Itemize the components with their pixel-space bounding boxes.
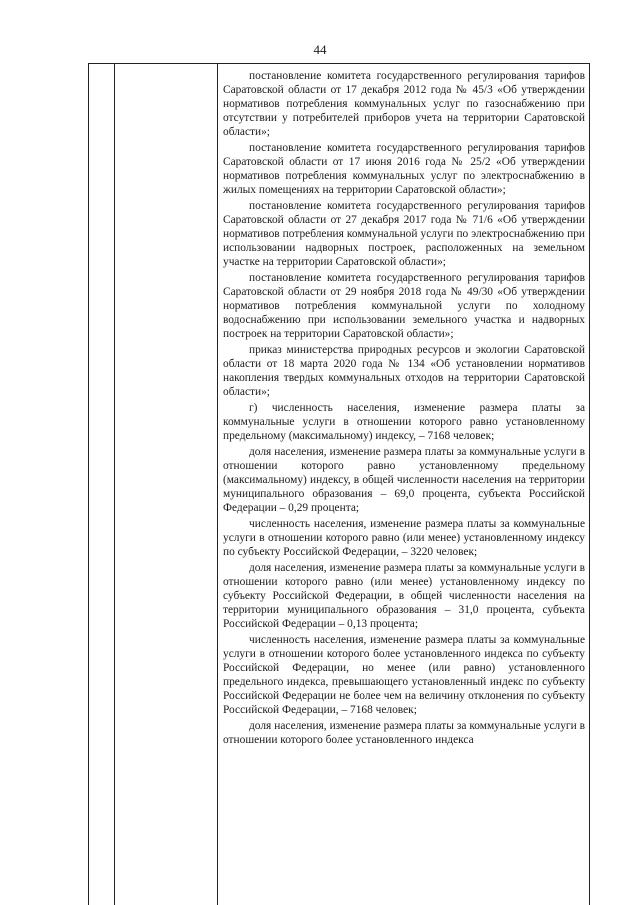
- column-divider-1: [114, 64, 115, 905]
- column-divider-2: [217, 64, 218, 905]
- paragraph-4: постановление комитета государственного регулирования тарифов Саратовской области от 29 ноября 2018 года № 49/30 «Об утверждении нормативов потребления коммунальной услуги по холодному водоснабжению при использовании земельного участка и надворных построек на территории Саратовской области»;: [223, 272, 585, 340]
- paragraph-3: постановление комитета государственного регулирования тарифов Саратовской области от 27 декабря 2017 года № 71/6 «Об утверждении нормативов потребления коммунальной услуги по электроснабжению при использовании надворных построек, расположенных на земельном участке на территории Саратовской области»;: [223, 200, 585, 268]
- paragraph-8: численность населения, изменение размера платы за коммунальные услуги в отношении которого равно (или менее) установленному индексу по субъекту Российской Федерации, – 3220 человек;: [223, 518, 585, 558]
- page-number: 44: [313, 42, 327, 57]
- paragraph-11: доля населения, изменение размера платы за коммунальные услуги в отношении которого более установленного индекса: [223, 720, 585, 746]
- paragraph-5: приказ министерства природных ресурсов и экологии Саратовской области от 18 марта 2020 года № 134 «Об установлении нормативов накопления твердых коммунальных отходов на территории Саратовской области»;: [223, 344, 585, 398]
- paragraph-2: постановление комитета государственного регулирования тарифов Саратовской области от 17 июня 2016 года № 25/2 «Об утверждении нормативов потребления коммунальных услуг по электроснабжению в жилых помещениях на территории Саратовской области»;: [223, 142, 585, 196]
- paragraph-10: численность населения, изменение размера платы за коммунальные услуги в отношении которого более установленного индекса по субъекту Российской Федерации, но менее (или равно) установленного предельного индекса, превышающего установленный индекс по субъекту Российской Федерации не более чем на величину отклонения по субъекту Российской Федерации, – 7168 человек;: [223, 634, 585, 716]
- document-table: [88, 63, 590, 905]
- paragraph-1: постановление комитета государственного регулирования тарифов Саратовской области от 17 декабря 2012 года № 45/3 «Об утверждении нормативов потребления коммунальных услуг по газоснабжению при отсутствии у потребителей приборов учета на территории Саратовской области»;: [223, 70, 585, 138]
- text-cell: [223, 69, 585, 749]
- paragraph-9: доля населения, изменение размера платы за коммунальные услуги в отношении которого равно (или менее) установленному индексу по субъекту Российской Федерации, в общей численности населения на территории муниципального образования – 31,0 процента, субъекта Российской Федерации – 0,13 процента;: [223, 562, 585, 630]
- paragraph-6: г) численность населения, изменение размера платы за коммунальные услуги в отношении которого равно установленному предельному (максимальному) индексу, – 7168 человек;: [223, 402, 585, 442]
- paragraph-7: доля населения, изменение размера платы за коммунальные услуги в отношении которого равно установленному предельному (максимальному) индексу, в общей численности населения на территории муниципального образования – 69,0 процента, субъекта Российской Федерации – 0,29 процента;: [223, 446, 585, 514]
